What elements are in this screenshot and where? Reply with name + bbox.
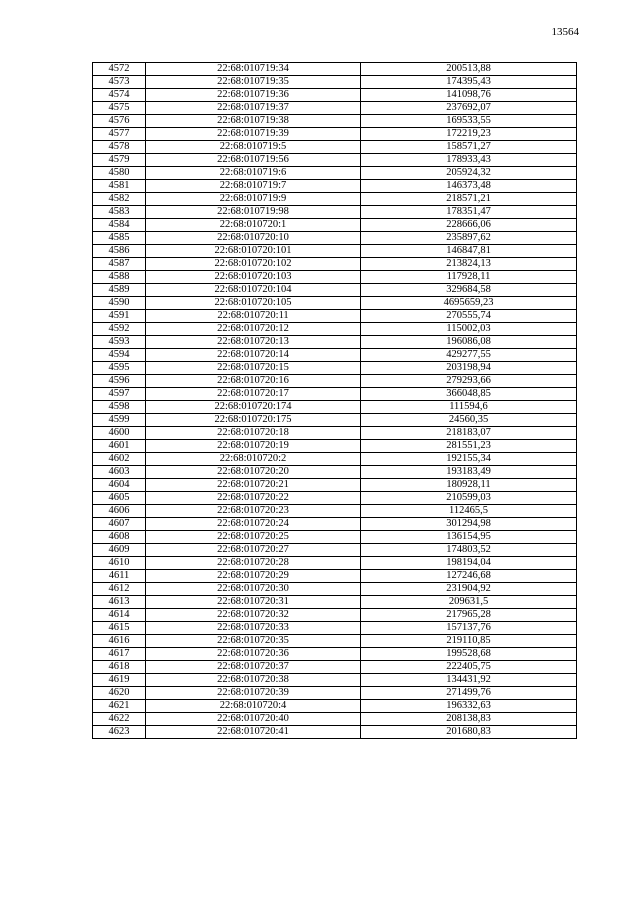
value-cell: 157137,76 <box>361 622 577 635</box>
row-number-cell: 4605 <box>93 492 146 505</box>
row-number-cell: 4623 <box>93 726 146 739</box>
table-row <box>93 141 577 154</box>
value-cell: 271499,76 <box>361 687 577 700</box>
cadastral-number-cell: 22:68:010720:36 <box>146 648 361 661</box>
cadastral-number-cell: 22:68:010720:24 <box>146 518 361 531</box>
table-row <box>93 258 577 271</box>
table-row <box>93 518 577 531</box>
row-number-cell: 4612 <box>93 583 146 596</box>
value-cell: 198194,04 <box>361 557 577 570</box>
cadastral-number-cell: 22:68:010720:15 <box>146 362 361 375</box>
value-cell: 200513,88 <box>361 63 577 76</box>
table-row <box>93 713 577 726</box>
row-number-cell: 4616 <box>93 635 146 648</box>
table-row <box>93 557 577 570</box>
data-table <box>92 62 577 739</box>
row-number-cell: 4606 <box>93 505 146 518</box>
value-cell: 201680,83 <box>361 726 577 739</box>
table-row <box>93 635 577 648</box>
table-row <box>93 362 577 375</box>
cadastral-number-cell: 22:68:010720:37 <box>146 661 361 674</box>
table-row <box>93 440 577 453</box>
value-cell: 146847,81 <box>361 245 577 258</box>
value-cell: 146373,48 <box>361 180 577 193</box>
table-row <box>93 609 577 622</box>
cadastral-number-cell: 22:68:010719:98 <box>146 206 361 219</box>
table-row <box>93 479 577 492</box>
cadastral-number-cell: 22:68:010720:39 <box>146 687 361 700</box>
row-number-cell: 4604 <box>93 479 146 492</box>
table-row <box>93 596 577 609</box>
table-row <box>93 661 577 674</box>
value-cell: 208138,83 <box>361 713 577 726</box>
cadastral-number-cell: 22:68:010720:31 <box>146 596 361 609</box>
value-cell: 178933,43 <box>361 154 577 167</box>
value-cell: 174395,43 <box>361 76 577 89</box>
cadastral-number-cell: 22:68:010720:27 <box>146 544 361 557</box>
row-number-cell: 4597 <box>93 388 146 401</box>
row-number-cell: 4587 <box>93 258 146 271</box>
cadastral-number-cell: 22:68:010720:25 <box>146 531 361 544</box>
value-cell: 127246,68 <box>361 570 577 583</box>
table-row <box>93 154 577 167</box>
value-cell: 235897,62 <box>361 232 577 245</box>
row-number-cell: 4589 <box>93 284 146 297</box>
cadastral-number-cell: 22:68:010720:105 <box>146 297 361 310</box>
row-number-cell: 4620 <box>93 687 146 700</box>
cadastral-number-cell: 22:68:010720:32 <box>146 609 361 622</box>
cadastral-number-cell: 22:68:010719:6 <box>146 167 361 180</box>
table-row <box>93 102 577 115</box>
row-number-cell: 4598 <box>93 401 146 414</box>
value-cell: 134431,92 <box>361 674 577 687</box>
value-cell: 111594,6 <box>361 401 577 414</box>
cadastral-number-cell: 22:68:010720:28 <box>146 557 361 570</box>
row-number-cell: 4614 <box>93 609 146 622</box>
cadastral-number-cell: 22:68:010720:23 <box>146 505 361 518</box>
cadastral-number-cell: 22:68:010720:13 <box>146 336 361 349</box>
value-cell: 219110,85 <box>361 635 577 648</box>
row-number-cell: 4574 <box>93 89 146 102</box>
value-cell: 112465,5 <box>361 505 577 518</box>
table-row <box>93 180 577 193</box>
cadastral-number-cell: 22:68:010720:40 <box>146 713 361 726</box>
cadastral-number-cell: 22:68:010719:38 <box>146 115 361 128</box>
value-cell: 301294,98 <box>361 518 577 531</box>
cadastral-number-cell: 22:68:010720:41 <box>146 726 361 739</box>
table-row <box>93 310 577 323</box>
value-cell: 158571,27 <box>361 141 577 154</box>
value-cell: 218183,07 <box>361 427 577 440</box>
table-row <box>93 687 577 700</box>
table-row <box>93 583 577 596</box>
row-number-cell: 4600 <box>93 427 146 440</box>
value-cell: 329684,58 <box>361 284 577 297</box>
value-cell: 115002,03 <box>361 323 577 336</box>
table-row <box>93 622 577 635</box>
row-number-cell: 4590 <box>93 297 146 310</box>
value-cell: 217965,28 <box>361 609 577 622</box>
cadastral-number-cell: 22:68:010720:19 <box>146 440 361 453</box>
table-row <box>93 505 577 518</box>
value-cell: 141098,76 <box>361 89 577 102</box>
table-row <box>93 414 577 427</box>
row-number-cell: 4621 <box>93 700 146 713</box>
row-number-cell: 4601 <box>93 440 146 453</box>
row-number-cell: 4608 <box>93 531 146 544</box>
value-cell: 231904,92 <box>361 583 577 596</box>
cadastral-number-cell: 22:68:010720:38 <box>146 674 361 687</box>
value-cell: 199528,68 <box>361 648 577 661</box>
row-number-cell: 4607 <box>93 518 146 531</box>
row-number-cell: 4596 <box>93 375 146 388</box>
row-number-cell: 4613 <box>93 596 146 609</box>
value-cell: 196086,08 <box>361 336 577 349</box>
table-row <box>93 323 577 336</box>
row-number-cell: 4579 <box>93 154 146 167</box>
table-row <box>93 115 577 128</box>
cadastral-number-cell: 22:68:010720:16 <box>146 375 361 388</box>
table-row <box>93 167 577 180</box>
row-number-cell: 4599 <box>93 414 146 427</box>
cadastral-number-cell: 22:68:010720:18 <box>146 427 361 440</box>
row-number-cell: 4575 <box>93 102 146 115</box>
table-row <box>93 349 577 362</box>
cadastral-number-cell: 22:68:010720:104 <box>146 284 361 297</box>
table-row <box>93 401 577 414</box>
value-cell: 213824,13 <box>361 258 577 271</box>
row-number-cell: 4591 <box>93 310 146 323</box>
cadastral-number-cell: 22:68:010720:175 <box>146 414 361 427</box>
row-number-cell: 4593 <box>93 336 146 349</box>
row-number-cell: 4588 <box>93 271 146 284</box>
cadastral-number-cell: 22:68:010720:1 <box>146 219 361 232</box>
table-row <box>93 453 577 466</box>
value-cell: 279293,66 <box>361 375 577 388</box>
table-row <box>93 492 577 505</box>
row-number-cell: 4610 <box>93 557 146 570</box>
value-cell: 136154,95 <box>361 531 577 544</box>
cadastral-number-cell: 22:68:010720:101 <box>146 245 361 258</box>
value-cell: 178351,47 <box>361 206 577 219</box>
table-row <box>93 570 577 583</box>
row-number-cell: 4609 <box>93 544 146 557</box>
value-cell: 117928,11 <box>361 271 577 284</box>
value-cell: 174803,52 <box>361 544 577 557</box>
table-row <box>93 206 577 219</box>
cadastral-number-cell: 22:68:010719:5 <box>146 141 361 154</box>
row-number-cell: 4611 <box>93 570 146 583</box>
cadastral-number-cell: 22:68:010720:102 <box>146 258 361 271</box>
cadastral-number-cell: 22:68:010720:4 <box>146 700 361 713</box>
cadastral-number-cell: 22:68:010719:7 <box>146 180 361 193</box>
value-cell: 218571,21 <box>361 193 577 206</box>
cadastral-number-cell: 22:68:010720:11 <box>146 310 361 323</box>
table-row <box>93 63 577 76</box>
cadastral-number-cell: 22:68:010720:14 <box>146 349 361 362</box>
cadastral-number-cell: 22:68:010720:103 <box>146 271 361 284</box>
value-cell: 222405,75 <box>361 661 577 674</box>
row-number-cell: 4580 <box>93 167 146 180</box>
cadastral-number-cell: 22:68:010719:39 <box>146 128 361 141</box>
value-cell: 193183,49 <box>361 466 577 479</box>
cadastral-number-cell: 22:68:010719:36 <box>146 89 361 102</box>
cadastral-number-cell: 22:68:010720:22 <box>146 492 361 505</box>
table-row <box>93 700 577 713</box>
row-number-cell: 4603 <box>93 466 146 479</box>
row-number-cell: 4578 <box>93 141 146 154</box>
value-cell: 429277,55 <box>361 349 577 362</box>
value-cell: 281551,23 <box>361 440 577 453</box>
value-cell: 4695659,23 <box>361 297 577 310</box>
table-row <box>93 726 577 739</box>
row-number-cell: 4572 <box>93 63 146 76</box>
row-number-cell: 4602 <box>93 453 146 466</box>
value-cell: 169533,55 <box>361 115 577 128</box>
row-number-cell: 4617 <box>93 648 146 661</box>
table-row <box>93 544 577 557</box>
value-cell: 192155,34 <box>361 453 577 466</box>
cadastral-number-cell: 22:68:010720:29 <box>146 570 361 583</box>
cadastral-number-cell: 22:68:010720:35 <box>146 635 361 648</box>
value-cell: 180928,11 <box>361 479 577 492</box>
cadastral-number-cell: 22:68:010720:12 <box>146 323 361 336</box>
table-row <box>93 336 577 349</box>
value-cell: 270555,74 <box>361 310 577 323</box>
value-cell: 24560,35 <box>361 414 577 427</box>
table-body <box>93 63 577 739</box>
row-number-cell: 4581 <box>93 180 146 193</box>
table-row <box>93 76 577 89</box>
cadastral-number-cell: 22:68:010719:34 <box>146 63 361 76</box>
cadastral-number-cell: 22:68:010719:37 <box>146 102 361 115</box>
value-cell: 205924,32 <box>361 167 577 180</box>
table-row <box>93 271 577 284</box>
row-number-cell: 4592 <box>93 323 146 336</box>
table-row <box>93 245 577 258</box>
cadastral-number-cell: 22:68:010720:21 <box>146 479 361 492</box>
cadastral-number-cell: 22:68:010720:10 <box>146 232 361 245</box>
value-cell: 228666,06 <box>361 219 577 232</box>
value-cell: 209631,5 <box>361 596 577 609</box>
row-number-cell: 4576 <box>93 115 146 128</box>
cadastral-number-cell: 22:68:010720:2 <box>146 453 361 466</box>
cadastral-number-cell: 22:68:010719:56 <box>146 154 361 167</box>
row-number-cell: 4582 <box>93 193 146 206</box>
value-cell: 210599,03 <box>361 492 577 505</box>
table-row <box>93 466 577 479</box>
value-cell: 237692,07 <box>361 102 577 115</box>
value-cell: 366048,85 <box>361 388 577 401</box>
table-row <box>93 128 577 141</box>
table-row <box>93 674 577 687</box>
row-number-cell: 4586 <box>93 245 146 258</box>
cadastral-number-cell: 22:68:010720:17 <box>146 388 361 401</box>
row-number-cell: 4619 <box>93 674 146 687</box>
row-number-cell: 4584 <box>93 219 146 232</box>
table-row <box>93 193 577 206</box>
table-row <box>93 232 577 245</box>
page-number: 13564 <box>551 26 579 38</box>
cadastral-number-cell: 22:68:010720:174 <box>146 401 361 414</box>
table-row <box>93 284 577 297</box>
cadastral-number-cell: 22:68:010719:9 <box>146 193 361 206</box>
row-number-cell: 4622 <box>93 713 146 726</box>
value-cell: 203198,94 <box>361 362 577 375</box>
row-number-cell: 4585 <box>93 232 146 245</box>
row-number-cell: 4577 <box>93 128 146 141</box>
row-number-cell: 4595 <box>93 362 146 375</box>
table-row <box>93 427 577 440</box>
row-number-cell: 4583 <box>93 206 146 219</box>
row-number-cell: 4594 <box>93 349 146 362</box>
table-row <box>93 297 577 310</box>
cadastral-number-cell: 22:68:010720:30 <box>146 583 361 596</box>
table-row <box>93 375 577 388</box>
table-row <box>93 648 577 661</box>
cadastral-number-cell: 22:68:010720:20 <box>146 466 361 479</box>
table-row <box>93 219 577 232</box>
table-row <box>93 531 577 544</box>
value-cell: 172219,23 <box>361 128 577 141</box>
row-number-cell: 4573 <box>93 76 146 89</box>
table-row <box>93 89 577 102</box>
table-row <box>93 388 577 401</box>
cadastral-number-cell: 22:68:010720:33 <box>146 622 361 635</box>
row-number-cell: 4618 <box>93 661 146 674</box>
value-cell: 196332,63 <box>361 700 577 713</box>
row-number-cell: 4615 <box>93 622 146 635</box>
cadastral-number-cell: 22:68:010719:35 <box>146 76 361 89</box>
